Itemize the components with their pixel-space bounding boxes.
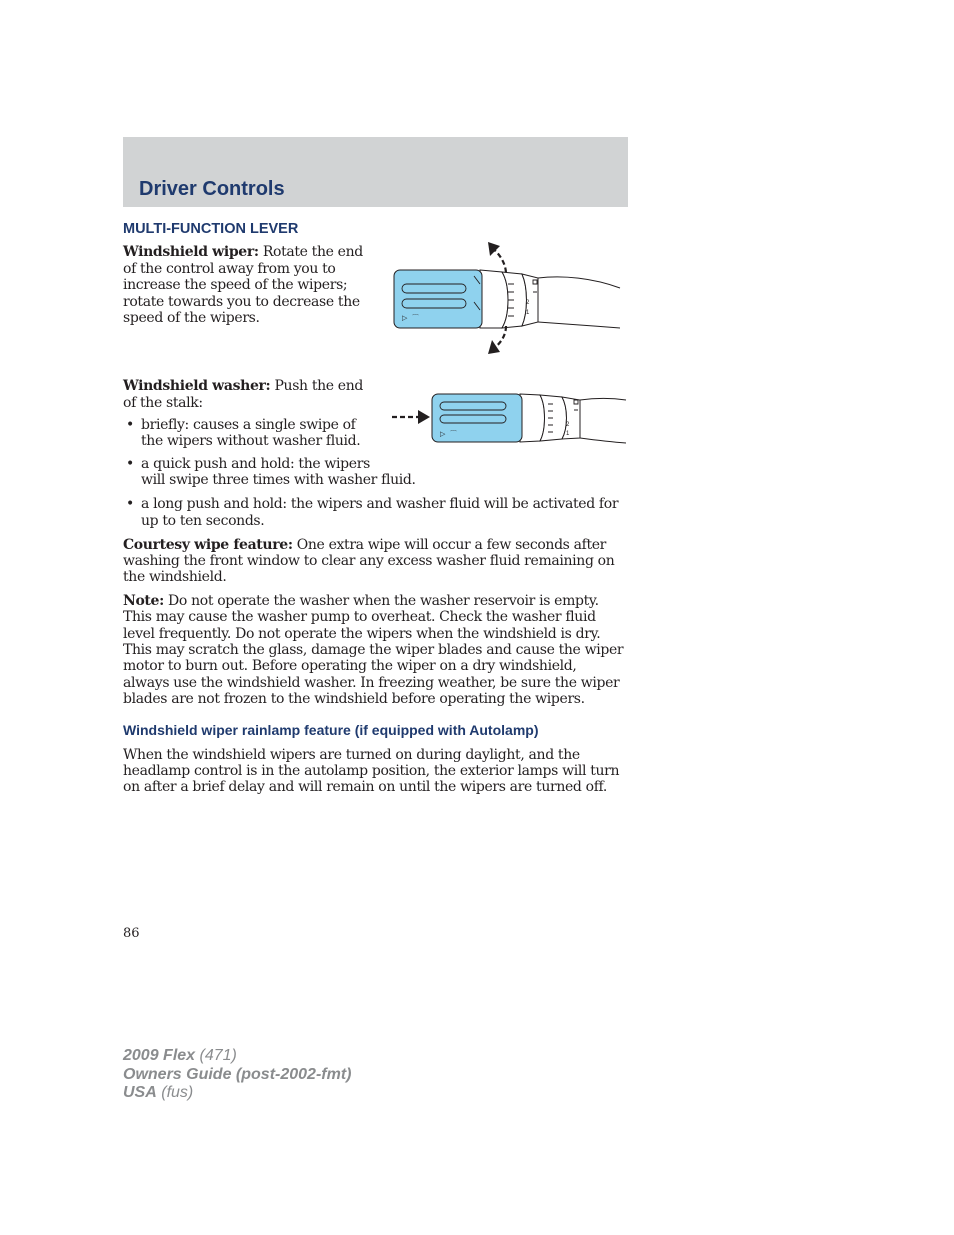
page-number: 86: [123, 926, 140, 941]
speed-label-2: 2: [526, 300, 530, 306]
bullet-icon: •: [126, 456, 135, 472]
speed-label-2: 2: [566, 422, 570, 428]
speed-label-1: 1: [526, 310, 530, 316]
arrow-right-icon: [418, 410, 430, 424]
bullet-icon: •: [126, 496, 135, 512]
lever-push-illustration: [390, 388, 628, 448]
svg-text:⌒: ⌒: [450, 430, 457, 438]
lever-rotate-illustration: [388, 240, 628, 358]
svg-text:⌒: ⌒: [412, 314, 419, 322]
svg-text:▷: ▷: [440, 430, 446, 438]
svg-text:▷: ▷: [402, 314, 408, 322]
courtesy-label: Courtesy wipe feature:: [123, 537, 293, 553]
section-title: MULTI-FUNCTION LEVER: [123, 221, 299, 237]
arrow-down-icon: [488, 340, 500, 354]
chapter-title: Driver Controls: [139, 178, 285, 200]
wiper-label: Windshield wiper:: [123, 244, 259, 260]
header-band: [123, 137, 628, 207]
speed-label-1: 1: [566, 431, 570, 437]
note-label: Note:: [123, 593, 164, 609]
footer: 2009 Flex (471) Owners Guide (post-2002-fmt) USA (fus): [123, 1047, 352, 1101]
rainlamp-title: Windshield wiper rainlamp feature (if equipped with Autolamp): [123, 722, 539, 738]
bullet-icon: •: [126, 417, 135, 433]
washer-label: Windshield washer:: [123, 378, 271, 394]
